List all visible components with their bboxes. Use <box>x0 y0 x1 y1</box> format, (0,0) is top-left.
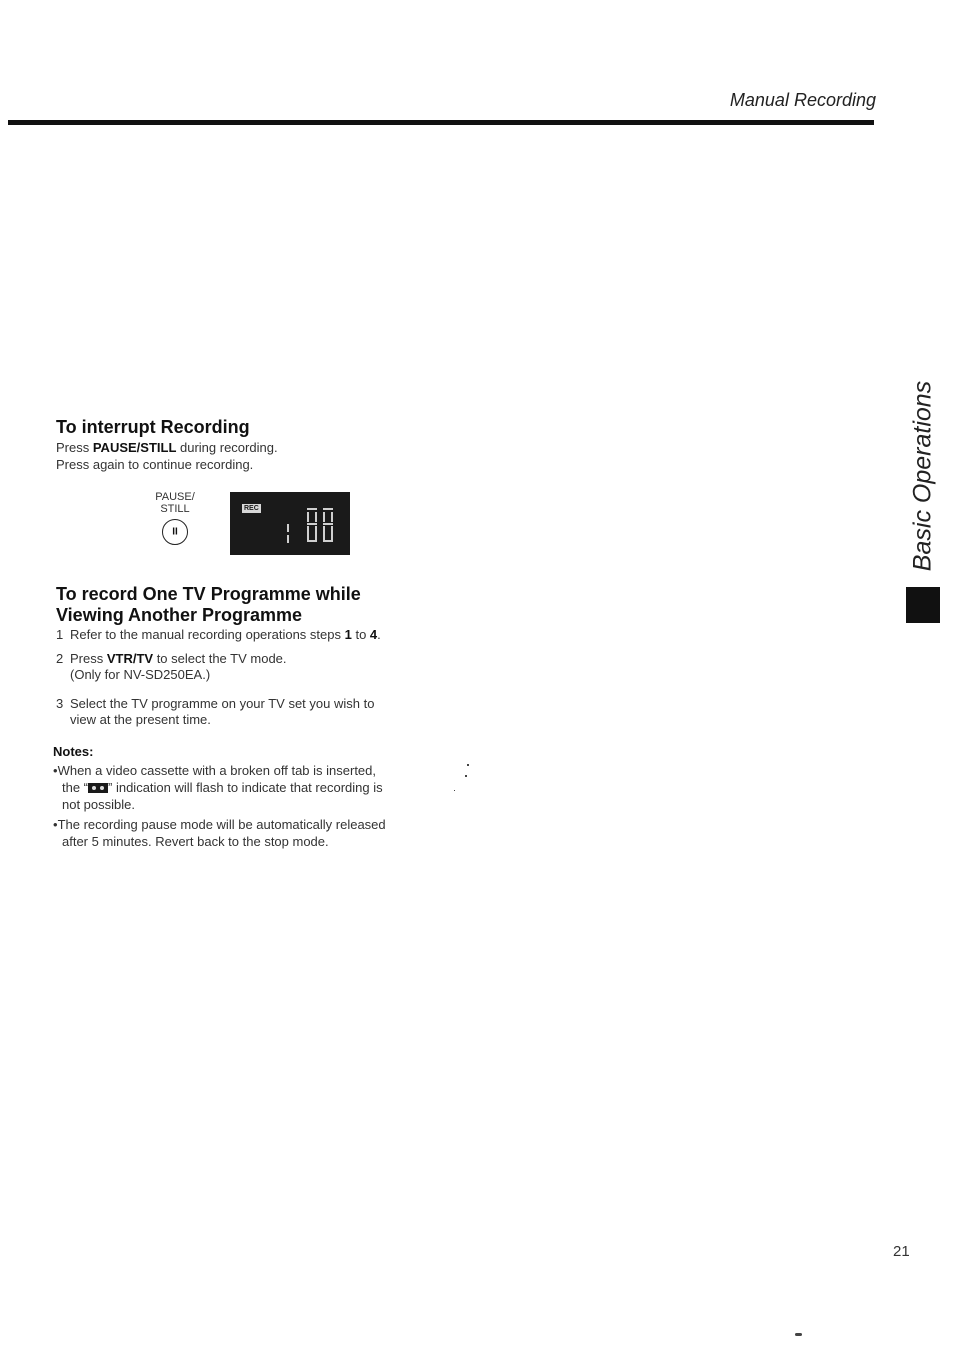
segment-digits-icon <box>285 502 341 546</box>
pause-still-button-illustration <box>140 491 210 550</box>
step-1 <box>56 627 381 643</box>
scan-speck <box>467 764 469 766</box>
step-number: 3 <box>56 696 64 711</box>
step-text: to select the TV mode. <box>153 651 287 666</box>
vcr-display-illustration <box>230 492 350 555</box>
step-text: Press <box>70 651 107 666</box>
section-heading-interrupt: To interrupt Recording <box>56 417 250 437</box>
note-text: after 5 minutes. Revert back to the stop mode. <box>62 834 329 849</box>
note-text: ” indication will flash to indicate that recording is <box>108 780 383 795</box>
side-tab <box>898 380 948 630</box>
step-bold: 1 <box>344 627 352 642</box>
scan-speck <box>454 790 455 791</box>
page-number: 21 <box>893 1243 910 1260</box>
side-tab-label: Basic Operations <box>908 380 937 572</box>
header-rule <box>8 120 874 125</box>
note-text: not possible. <box>62 797 135 812</box>
step-3 <box>56 696 374 728</box>
step-number: 2 <box>56 651 64 666</box>
bullet-icon: • <box>53 763 58 778</box>
heading-line-1: To record One TV Programme while <box>56 584 361 604</box>
step-text-continued: view at the present time. <box>70 712 211 727</box>
step-bold: 4 <box>369 627 378 642</box>
note-text: When a video cassette with a broken off tab is inserted, <box>57 763 376 778</box>
vtr-tv-key-name: VTR/TV <box>106 651 154 666</box>
scan-speck <box>795 1333 802 1336</box>
notes-heading: Notes: <box>53 744 94 759</box>
scan-speck <box>465 775 467 777</box>
interrupt-instruction-2: Press again to continue recording. <box>56 457 254 472</box>
step-note: (Only for NV-SD250EA.) <box>70 667 211 682</box>
step-text: Refer to the manual recording operations steps <box>70 627 345 642</box>
pause-glyph: II <box>172 526 178 538</box>
cassette-icon <box>88 783 108 793</box>
section-heading-record-tv <box>56 584 456 626</box>
step-text: . <box>377 627 381 642</box>
running-header-title: Manual Recording <box>729 90 876 110</box>
note-text: The recording pause mode will be automatically released <box>57 817 386 832</box>
step-number: 1 <box>56 627 64 642</box>
step-text: to <box>351 627 370 642</box>
pause-still-key-name: PAUSE/STILL <box>92 440 177 455</box>
note-text: the “ <box>62 780 89 795</box>
note-item-2 <box>53 816 433 850</box>
note-item-1 <box>53 762 433 813</box>
step-text: Select the TV programme on your TV set you wish to <box>70 696 375 711</box>
side-tab-marker <box>906 587 940 623</box>
pause-button-label-2: STILL <box>160 503 190 515</box>
bullet-icon: • <box>53 817 58 832</box>
interrupt-instruction-1 <box>56 440 278 456</box>
interrupt-text-post: during recording. <box>176 440 278 455</box>
interrupt-text-pre: Press <box>56 440 93 455</box>
step-2 <box>56 651 287 683</box>
heading-line-2: Viewing Another Programme <box>56 605 303 625</box>
rec-indicator: REC <box>244 505 259 512</box>
pause-button-icon <box>162 519 188 545</box>
pause-button-label-1: PAUSE/ <box>155 491 195 503</box>
